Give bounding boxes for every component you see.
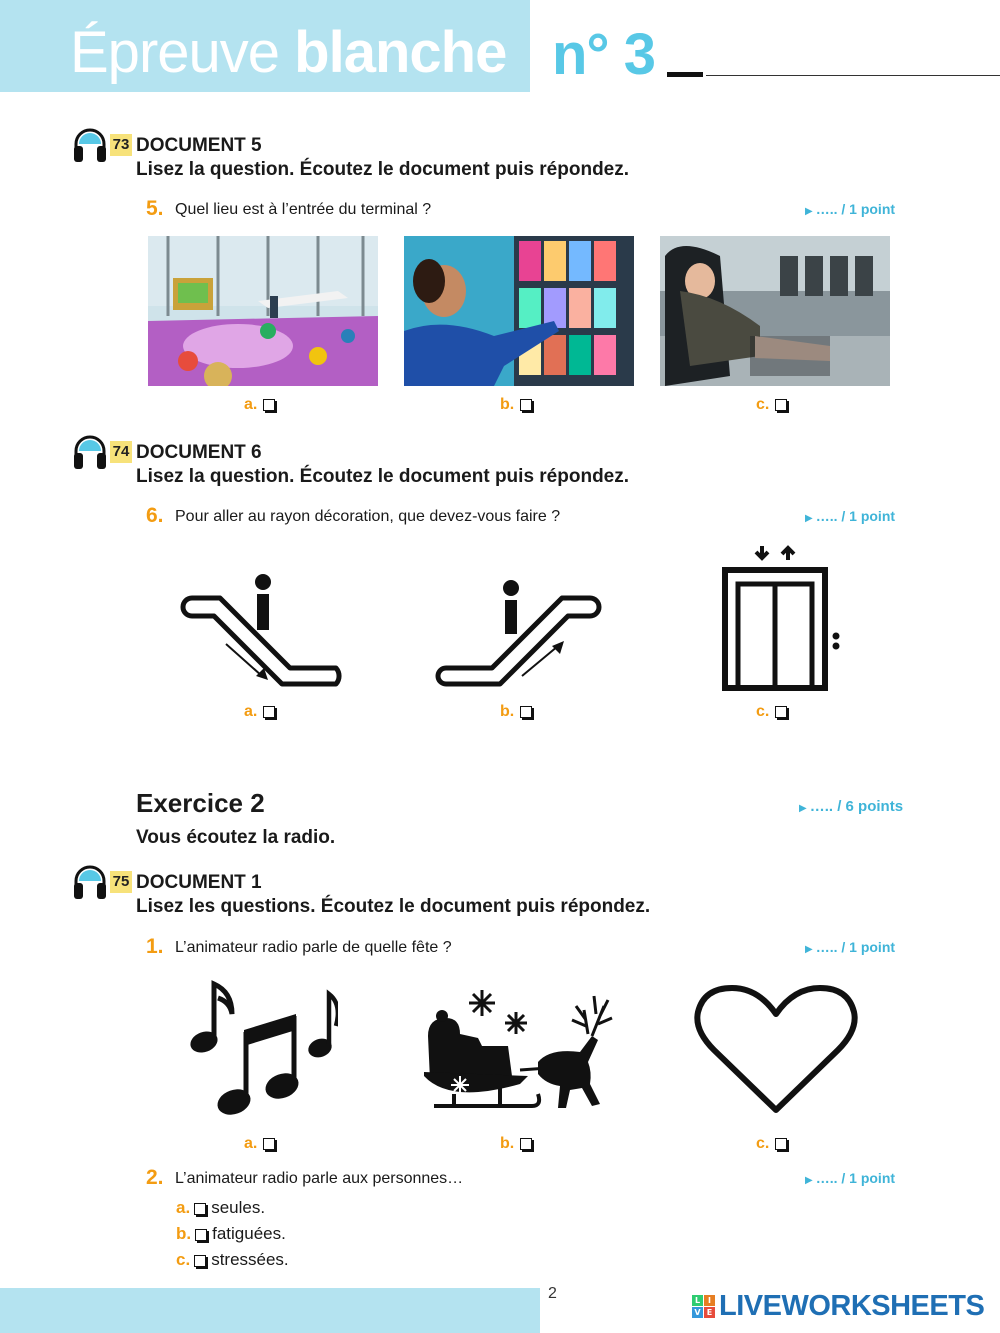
question-number: 5.: [146, 197, 164, 220]
headphones-icon: [72, 433, 108, 471]
exercise-subtitle: Vous écoutez la radio.: [136, 827, 336, 848]
escalator-down-icon: [174, 572, 352, 690]
points-score: ▶ ….. / 1 point: [805, 939, 896, 955]
question-text: Quel lieu est à l’entrée du terminal ?: [175, 201, 432, 218]
checkbox[interactable]: [194, 1255, 206, 1267]
santa-sleigh-icon: [420, 976, 620, 1126]
checkbox[interactable]: [263, 399, 275, 411]
track-number: 75: [110, 871, 132, 893]
instruction: Lisez la question. Écoutez le document puis répondez.: [136, 159, 630, 180]
question-number: 2.: [146, 1166, 164, 1189]
logo-grid-icon: L I V E: [692, 1295, 715, 1318]
points-score: ▶ ….. / 1 point: [805, 508, 896, 524]
document-title: DOCUMENT 1: [136, 872, 262, 893]
checkbox[interactable]: [775, 706, 787, 718]
option-c[interactable]: c.: [756, 703, 787, 721]
document-title: DOCUMENT 5: [136, 135, 262, 156]
choice-b[interactable]: b. fatiguées.: [176, 1224, 286, 1243]
document-title: DOCUMENT 6: [136, 442, 262, 463]
checkbox[interactable]: [194, 1203, 206, 1215]
option-a[interactable]: a.: [244, 1135, 275, 1153]
option-b[interactable]: b.: [500, 1135, 532, 1153]
option-a[interactable]: a.: [244, 703, 275, 721]
heart-icon: [694, 984, 858, 1116]
option-c[interactable]: c.: [756, 1135, 787, 1153]
newsstand-photo: [404, 236, 634, 386]
points-score: ▶ ….. / 1 point: [805, 1170, 896, 1186]
airport-playground-photo: [148, 236, 378, 386]
choice-c[interactable]: c. stressées.: [176, 1250, 289, 1269]
instruction: Lisez les questions. Écoutez le document puis répondez.: [136, 896, 651, 917]
question-text: Pour aller au rayon décoration, que devez-vous faire ?: [175, 508, 561, 525]
escalator-up-icon: [430, 578, 608, 690]
checkbox[interactable]: [775, 399, 787, 411]
question-number: 6.: [146, 504, 164, 527]
checkbox[interactable]: [263, 706, 275, 718]
footer-band: [0, 1288, 540, 1333]
name-dash: [667, 72, 703, 77]
track-number: 74: [110, 441, 132, 463]
page-title: Épreuve blanche: [70, 20, 507, 85]
question-number: 1.: [146, 935, 164, 958]
track-number: 73: [110, 134, 132, 156]
exercise-title: Exercice 2: [136, 788, 265, 818]
instruction: Lisez la question. Écoutez le document puis répondez.: [136, 466, 630, 487]
page-number: 2: [548, 1285, 557, 1302]
points-score: ▶ ….. / 1 point: [805, 201, 896, 217]
headphones-icon: [72, 126, 108, 164]
massage-chair-photo: [660, 236, 890, 386]
checkbox[interactable]: [520, 1138, 532, 1150]
checkbox[interactable]: [263, 1138, 275, 1150]
exam-number: n° 3: [552, 22, 655, 87]
elevator-icon: [720, 542, 844, 692]
checkbox[interactable]: [195, 1229, 207, 1241]
checkbox[interactable]: [520, 706, 532, 718]
choice-a[interactable]: a. seules.: [176, 1198, 266, 1217]
question-text: L’animateur radio parle de quelle fête ?: [175, 939, 452, 956]
option-b[interactable]: b.: [500, 396, 532, 414]
checkbox[interactable]: [775, 1138, 787, 1150]
checkbox[interactable]: [520, 399, 532, 411]
points-score: ▶ ….. / 6 points: [799, 798, 904, 815]
option-c[interactable]: c.: [756, 396, 787, 414]
option-a[interactable]: a.: [244, 396, 275, 414]
liveworksheets-logo[interactable]: [692, 1292, 984, 1321]
option-b[interactable]: b.: [500, 703, 532, 721]
music-notes-icon: [186, 980, 338, 1120]
question-text: L’animateur radio parle aux personnes…: [175, 1170, 464, 1187]
logo-text: LIVEWORKSHEETS: [719, 1290, 985, 1322]
headphones-icon: [72, 863, 108, 901]
name-line: [706, 75, 1000, 76]
